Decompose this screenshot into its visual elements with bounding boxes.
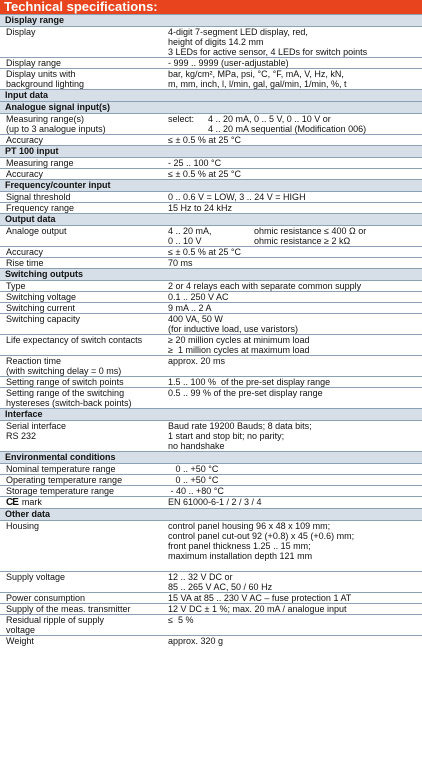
spec-value-line: 12 V DC ± 1 %; max. 20 mA / analogue input — [168, 604, 347, 614]
spec-label — [0, 281, 164, 291]
spec-label-line: Display units with — [6, 69, 76, 79]
spec-value-line: ≤ ± 0.5 % at 25 °C — [168, 135, 242, 145]
spec-value — [164, 377, 422, 387]
spec-label-line: Measuring range — [6, 158, 74, 168]
spec-row — [0, 313, 422, 334]
spec-label-line: Setting range of the switching — [6, 388, 125, 398]
section-header: Switching outputs — [0, 268, 422, 280]
spec-value-line: 85 .. 265 V AC, 50 / 60 Hz — [168, 582, 273, 592]
spec-value — [164, 158, 422, 168]
spec-label — [0, 604, 164, 614]
spec-row — [0, 134, 422, 145]
spec-value-col1 — [168, 226, 254, 246]
spec-value-line: ohmic resistance ≥ 2 kΩ — [254, 236, 351, 246]
spec-label — [0, 388, 164, 408]
spec-value-line: ≤ ± 0.5 % at 25 °C — [168, 169, 242, 179]
spec-row — [0, 496, 422, 508]
spec-value-line: 2 or 4 relays each with separate common supply — [168, 281, 362, 291]
spec-row — [0, 280, 422, 291]
spec-value-line: control panel cut-out 92 (+0.8) x 45 (+0.6) mm; — [168, 531, 355, 541]
spec-label — [0, 158, 164, 168]
spec-row — [0, 291, 422, 302]
spec-value — [164, 356, 422, 376]
spec-label-line: Accuracy — [6, 135, 44, 145]
spec-label-line: Analoge output — [6, 226, 67, 236]
spec-value-line: 0.5 .. 99 % of the pre-set display range — [168, 388, 323, 398]
spec-value — [164, 464, 422, 474]
spec-value-line: 400 VA, 50 W — [168, 314, 223, 324]
spec-value-line: maximum installation depth 121 mm — [168, 551, 313, 561]
spec-label-line: (up to 3 analogue inputs) — [6, 124, 106, 134]
spec-value — [164, 572, 422, 592]
spec-value — [164, 303, 422, 313]
spec-value — [164, 615, 422, 635]
spec-value — [164, 593, 422, 603]
spec-label-line: hystereses (switch-back points) — [6, 398, 132, 408]
spec-value-line: 1 start and stop bit; no parity; — [168, 431, 285, 441]
spec-label-line: Reaction time — [6, 356, 62, 366]
spec-value-line: 0 .. 10 V — [168, 236, 202, 246]
spec-value-line: 3 LEDs for active sensor, 4 LEDs for switch points — [168, 47, 368, 57]
spec-value-line: approx. 320 g — [168, 636, 224, 646]
spec-label-line: Type — [6, 281, 26, 291]
spec-value — [164, 169, 422, 179]
spec-label-line: Serial interface — [6, 421, 67, 431]
section-header: PT 100 input — [0, 145, 422, 157]
spec-value-line: 0.1 .. 250 V AC — [168, 292, 229, 302]
spec-row — [0, 334, 422, 355]
spec-label — [0, 27, 164, 57]
spec-label — [0, 497, 164, 508]
section-header: Output data — [0, 213, 422, 225]
spec-label — [0, 58, 164, 68]
spec-row — [0, 113, 422, 134]
spec-label — [0, 247, 164, 257]
spec-value — [164, 497, 422, 508]
spec-value-line: Baud rate 19200 Bauds; 8 data bits; — [168, 421, 312, 431]
spec-row — [0, 68, 422, 89]
spec-label — [0, 169, 164, 179]
section-header: Frequency/counter input — [0, 179, 422, 191]
section-header: Display range — [0, 14, 422, 26]
spec-label — [0, 303, 164, 313]
spec-label-line: Weight — [6, 636, 34, 646]
spec-label — [0, 593, 164, 603]
spec-value-columns — [168, 226, 418, 246]
spec-label — [0, 335, 164, 355]
spec-label — [0, 114, 164, 134]
spec-value — [164, 421, 422, 451]
section-header: Other data — [0, 508, 422, 520]
spec-value-line: 1.5 .. 100 % of the pre-set display range — [168, 377, 331, 387]
spec-value — [164, 69, 422, 89]
spec-value-line: 4 .. 20 mA, 0 .. 5 V, 0 .. 10 V or — [208, 114, 331, 124]
spec-value — [164, 258, 422, 268]
spec-label — [0, 192, 164, 202]
spec-row — [0, 571, 422, 592]
spec-value-line: 12 .. 32 V DC or — [168, 572, 233, 582]
spec-value-line: 4 .. 20 mA sequential (Modification 006) — [208, 124, 367, 134]
spec-row — [0, 57, 422, 68]
spec-value-line: ≥ 1 million cycles at maximum load — [168, 345, 310, 355]
spec-label-line: Housing — [6, 521, 40, 531]
spec-row — [0, 257, 422, 268]
spec-row — [0, 474, 422, 485]
spec-label — [0, 521, 164, 571]
spec-value-line: ≥ 20 million cycles at minimum load — [168, 335, 310, 345]
spec-value-line: - 40 .. +80 °C — [168, 486, 224, 496]
spec-label — [0, 636, 164, 646]
spec-row — [0, 420, 422, 451]
spec-label-line: Operating temperature range — [6, 475, 123, 485]
spec-row — [0, 355, 422, 376]
spec-value — [164, 281, 422, 291]
spec-label-line: Switching capacity — [6, 314, 81, 324]
spec-label — [0, 314, 164, 334]
spec-value-line — [168, 561, 418, 571]
spec-label-line: Display range — [6, 58, 62, 68]
spec-value — [164, 203, 422, 213]
spec-value-line: 9 mA .. 2 A — [168, 303, 212, 313]
spec-value-select: select: — [168, 114, 195, 124]
spec-label — [0, 475, 164, 485]
spec-label-line: Display — [6, 27, 36, 37]
spec-value-line: (for inductive load, use varistors) — [168, 324, 299, 334]
spec-value-line: bar, kg/cm², MPa, psi, °C, °F, mA, V, Hz, kN, — [168, 69, 344, 79]
spec-value — [164, 27, 422, 57]
spec-value-columns — [168, 114, 418, 134]
spec-value-line: no handshake — [168, 441, 225, 451]
spec-row — [0, 614, 422, 635]
spec-label-line: Accuracy — [6, 169, 44, 179]
spec-row — [0, 635, 422, 646]
spec-row — [0, 485, 422, 496]
spec-value — [164, 604, 422, 614]
spec-value-line: height of digits 14.2 mm — [168, 37, 264, 47]
spec-row — [0, 26, 422, 57]
section-header: Interface — [0, 408, 422, 420]
spec-label — [0, 292, 164, 302]
spec-value-line: ≤ 5 % — [168, 615, 194, 625]
section-header: Input data — [0, 89, 422, 101]
spec-row — [0, 592, 422, 603]
spec-value — [164, 521, 422, 571]
page-title: Technical specifications: — [0, 0, 422, 14]
spec-value — [164, 135, 422, 145]
spec-label-line: Measuring range(s) — [6, 114, 85, 124]
spec-value-col2 — [254, 226, 366, 246]
section-header: Analogue signal input(s) — [0, 101, 422, 113]
spec-value-line: m, mm, inch, l, l/min, gal, gal/min, 1/min, %, t — [168, 79, 347, 89]
spec-label-text: mark — [21, 497, 42, 507]
spec-label — [0, 377, 164, 387]
spec-label-line: background lighting — [6, 79, 85, 89]
spec-row — [0, 202, 422, 213]
spec-label — [0, 69, 164, 89]
spec-label-line: Frequency range — [6, 203, 75, 213]
spec-label — [0, 203, 164, 213]
spec-label — [0, 258, 164, 268]
spec-label-line: Power consumption — [6, 593, 86, 603]
spec-value — [164, 247, 422, 257]
spec-value — [164, 486, 422, 496]
spec-row — [0, 225, 422, 246]
spec-label — [0, 572, 164, 592]
spec-label-line: Switching current — [6, 303, 76, 313]
spec-value — [164, 388, 422, 408]
spec-value-line: front panel thickness 1.25 .. 15 mm; — [168, 541, 311, 551]
spec-value-line: 4 .. 20 mA, — [168, 226, 212, 236]
spec-value — [164, 636, 422, 646]
spec-label — [0, 615, 164, 635]
spec-label — [0, 421, 164, 451]
spec-value-line: - 25 .. 100 °C — [168, 158, 222, 168]
spec-label-line: Setting range of switch points — [6, 377, 124, 387]
spec-value-line: 0 .. 0.6 V = LOW, 3 .. 24 V = HIGH — [168, 192, 306, 202]
spec-value-line: approx. 20 ms — [168, 356, 226, 366]
spec-value-line: 70 ms — [168, 258, 193, 268]
spec-label-line: Nominal temperature range — [6, 464, 116, 474]
spec-value-line: 0 .. +50 °C — [168, 475, 219, 485]
spec-value-line: - 999 .. 9999 (user-adjustable) — [168, 58, 289, 68]
spec-table — [0, 14, 422, 646]
spec-label-line: Accuracy — [6, 247, 44, 257]
spec-value-line: 0 .. +50 °C — [168, 464, 219, 474]
spec-value-line: ≤ ± 0.5 % at 25 °C — [168, 247, 242, 257]
spec-label-line: Supply voltage — [6, 572, 66, 582]
spec-row — [0, 157, 422, 168]
spec-label — [0, 226, 164, 246]
spec-value-line: 15 Hz to 24 kHz — [168, 203, 233, 213]
ce-mark-icon: CE — [6, 497, 18, 508]
spec-value — [164, 475, 422, 485]
spec-row — [0, 302, 422, 313]
spec-row — [0, 387, 422, 408]
spec-value — [164, 292, 422, 302]
spec-row — [0, 463, 422, 474]
spec-label-line: Life expectancy of switch contacts — [6, 335, 143, 345]
spec-label-line — [6, 497, 160, 508]
spec-row — [0, 520, 422, 571]
spec-label — [0, 135, 164, 145]
spec-value — [164, 114, 422, 134]
spec-label-line: Switching voltage — [6, 292, 77, 302]
spec-row — [0, 168, 422, 179]
spec-value-line: 4-digit 7-segment LED display, red, — [168, 27, 308, 37]
spec-label-line: Residual ripple of supply — [6, 615, 105, 625]
spec-label — [0, 486, 164, 496]
spec-value-line: 15 VA at 85 .. 230 V AC – fuse protection 1 AT — [168, 593, 352, 603]
spec-row — [0, 246, 422, 257]
spec-label — [0, 356, 164, 376]
spec-label-line: voltage — [6, 625, 36, 635]
spec-label-line: Rise time — [6, 258, 44, 268]
spec-value-line: EN 61000-6-1 / 2 / 3 / 4 — [168, 497, 262, 507]
spec-value — [164, 335, 422, 355]
spec-value-line: control panel housing 96 x 48 x 109 mm; — [168, 521, 331, 531]
spec-value-line: ohmic resistance ≤ 400 Ω or — [254, 226, 367, 236]
spec-value — [164, 192, 422, 202]
spec-label — [0, 464, 164, 474]
spec-value — [164, 314, 422, 334]
spec-row — [0, 191, 422, 202]
spec-value — [164, 58, 422, 68]
spec-row — [0, 376, 422, 387]
spec-label-line: Signal threshold — [6, 192, 71, 202]
spec-label-line: (with switching delay = 0 ms) — [6, 366, 122, 376]
spec-label-line: Supply of the meas. transmitter — [6, 604, 131, 614]
spec-row — [0, 603, 422, 614]
spec-label-line: RS 232 — [6, 431, 37, 441]
spec-value-col2 — [208, 114, 366, 134]
section-header: Environmental conditions — [0, 451, 422, 463]
spec-value — [164, 226, 422, 246]
spec-label-line: Storage temperature range — [6, 486, 115, 496]
